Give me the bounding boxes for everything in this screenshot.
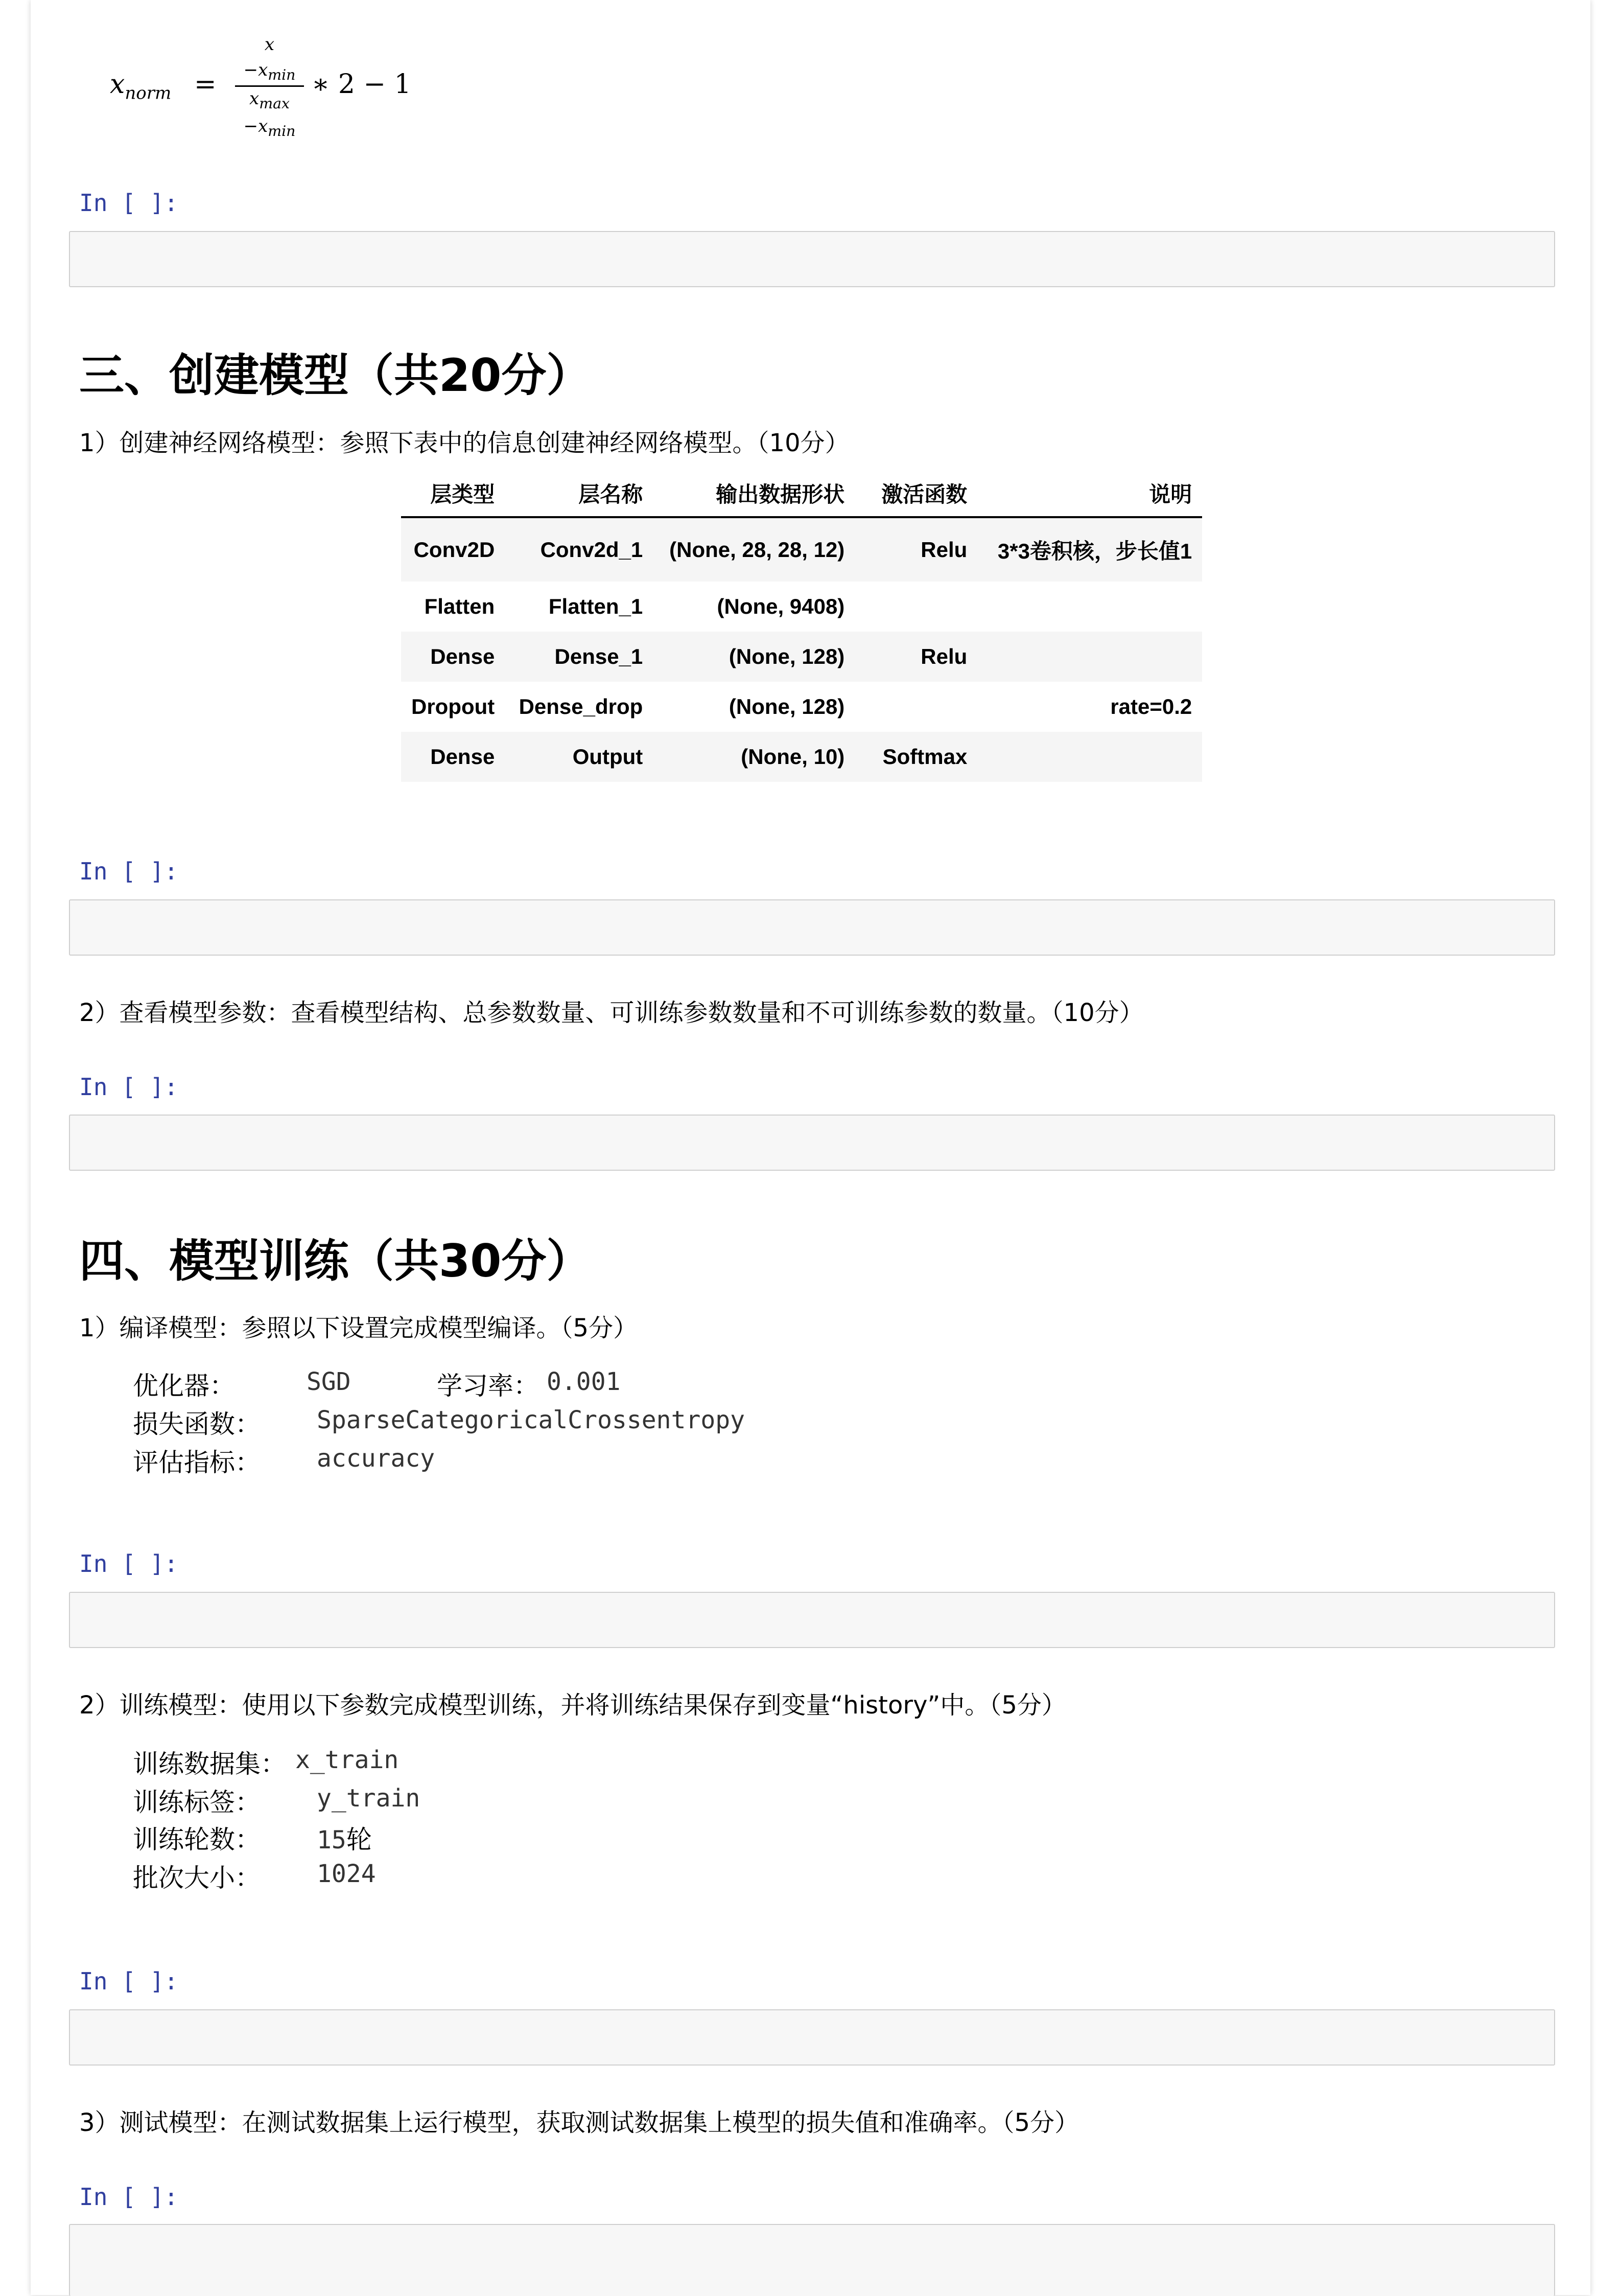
table-cell: (None, 28, 28, 12) <box>669 538 845 562</box>
table-header-cell: 输出数据形状 <box>653 470 855 517</box>
table-cell <box>977 582 1202 632</box>
batch-size-value: 1024 <box>317 1860 376 1888</box>
table-row <box>401 682 1202 732</box>
formula-fraction: x $-x_{min}$ $x_{max}$ $-x_{min}$ <box>235 28 304 151</box>
table-cell: Conv2D <box>413 538 495 562</box>
normalization-formula <box>110 28 467 151</box>
notebook-page <box>31 0 1590 2295</box>
table-cell: Flatten <box>424 594 495 618</box>
table-cell: Dense_1 <box>554 644 643 668</box>
epochs-value: 15 <box>317 1826 346 1854</box>
cell-prompt: In [ ]: <box>79 1550 178 1578</box>
table-cell: Dense <box>430 644 495 668</box>
table-row <box>401 582 1202 632</box>
question-text: 3）测试模型：在测试数据集上运行模型，获取测试数据集上模型的损失值和准确率。（5分） <box>79 2108 1079 2137</box>
formula-lhs: $x_{norm}$ <box>110 69 172 104</box>
table-cell: Conv2d_1 <box>540 538 643 562</box>
code-cell-input[interactable] <box>69 1592 1555 1648</box>
table-header-cell: 层类型 <box>401 470 505 517</box>
table-row <box>401 732 1202 782</box>
code-cell-input[interactable] <box>69 1115 1555 1171</box>
train-data-label: 训练数据集： <box>133 1749 286 1779</box>
loss-value: SparseCategoricalCrossentropy <box>317 1406 745 1434</box>
table-cell: (None, 128) <box>729 644 845 668</box>
table-header-cell: 说明 <box>977 470 1202 517</box>
code-cell-input[interactable] <box>69 899 1555 956</box>
table-cell <box>855 582 977 632</box>
cell-prompt: In [ ]: <box>79 2183 178 2211</box>
table-cell: Relu <box>921 538 968 562</box>
epochs-value-group <box>317 1819 372 1856</box>
table-cell: 3*3卷积核，步长值1 <box>997 539 1192 563</box>
formula-equals: = <box>194 69 217 100</box>
batch-size-label: 批次大小： <box>133 1863 261 1893</box>
table-cell: Dropout <box>411 694 495 718</box>
table-cell: Relu <box>921 644 968 668</box>
table-header-row <box>401 470 1202 517</box>
cell-prompt: In [ ]: <box>79 1073 178 1101</box>
optimizer-label: 优化器： <box>133 1371 235 1401</box>
learning-rate-value: 0.001 <box>547 1367 621 1396</box>
cell-prompt: In [ ]: <box>79 857 178 885</box>
cell-prompt: In [ ]: <box>79 189 178 217</box>
metric-value: accuracy <box>317 1444 435 1473</box>
table-header-cell: 激活函数 <box>855 470 977 517</box>
table-cell <box>855 682 977 732</box>
section-heading: 四、模型训练（共30分） <box>79 1235 592 1287</box>
formula-rest: ∗ 2 − 1 <box>312 69 411 100</box>
code-cell-input[interactable] <box>69 2224 1555 2296</box>
question-text: 2）查看模型参数：查看模型结构、总参数数量、可训练参数数量和不可训练参数的数量。（10分） <box>79 999 1144 1027</box>
table-cell: Dense <box>430 745 495 769</box>
table-cell: (None, 128) <box>729 694 845 718</box>
table-header-cell: 层名称 <box>505 470 653 517</box>
table-row <box>401 632 1202 682</box>
train-labels-value: y_train <box>317 1784 420 1813</box>
table-cell <box>977 632 1202 682</box>
code-cell-input[interactable] <box>69 231 1555 287</box>
question-text: 1）编译模型：参照以下设置完成模型编译。（5分） <box>79 1314 638 1342</box>
table-cell: Softmax <box>882 745 968 769</box>
table-cell: (None, 9408) <box>717 594 845 618</box>
epochs-unit: 轮 <box>346 1825 372 1854</box>
train-data-value: x_train <box>295 1746 399 1774</box>
cell-prompt: In [ ]: <box>79 1967 178 1995</box>
table-row <box>401 517 1202 582</box>
epochs-label: 训练轮数： <box>133 1825 261 1854</box>
section-heading: 三、创建模型（共20分） <box>79 349 592 402</box>
optimizer-value: SGD <box>307 1367 351 1396</box>
learning-rate-label: 学习率： <box>437 1371 539 1401</box>
table-cell: Flatten_1 <box>548 594 643 618</box>
table-cell: Dense_drop <box>519 694 643 718</box>
question-text: 1）创建神经网络模型：参照下表中的信息创建神经网络模型。（10分） <box>79 429 850 457</box>
metric-label: 评估指标： <box>133 1448 261 1477</box>
table-cell: rate=0.2 <box>1110 694 1192 718</box>
question-text: 2）训练模型：使用以下参数完成模型训练，并将训练结果保存到变量“history”中。（5分） <box>79 1691 1066 1720</box>
table-cell: (None, 10) <box>741 745 845 769</box>
table-cell: Output <box>572 745 643 769</box>
code-cell-input[interactable] <box>69 2009 1555 2066</box>
table-cell <box>977 732 1202 782</box>
layer-spec-table <box>401 470 1202 782</box>
loss-label: 损失函数： <box>133 1409 261 1439</box>
train-labels-label: 训练标签： <box>133 1788 261 1817</box>
